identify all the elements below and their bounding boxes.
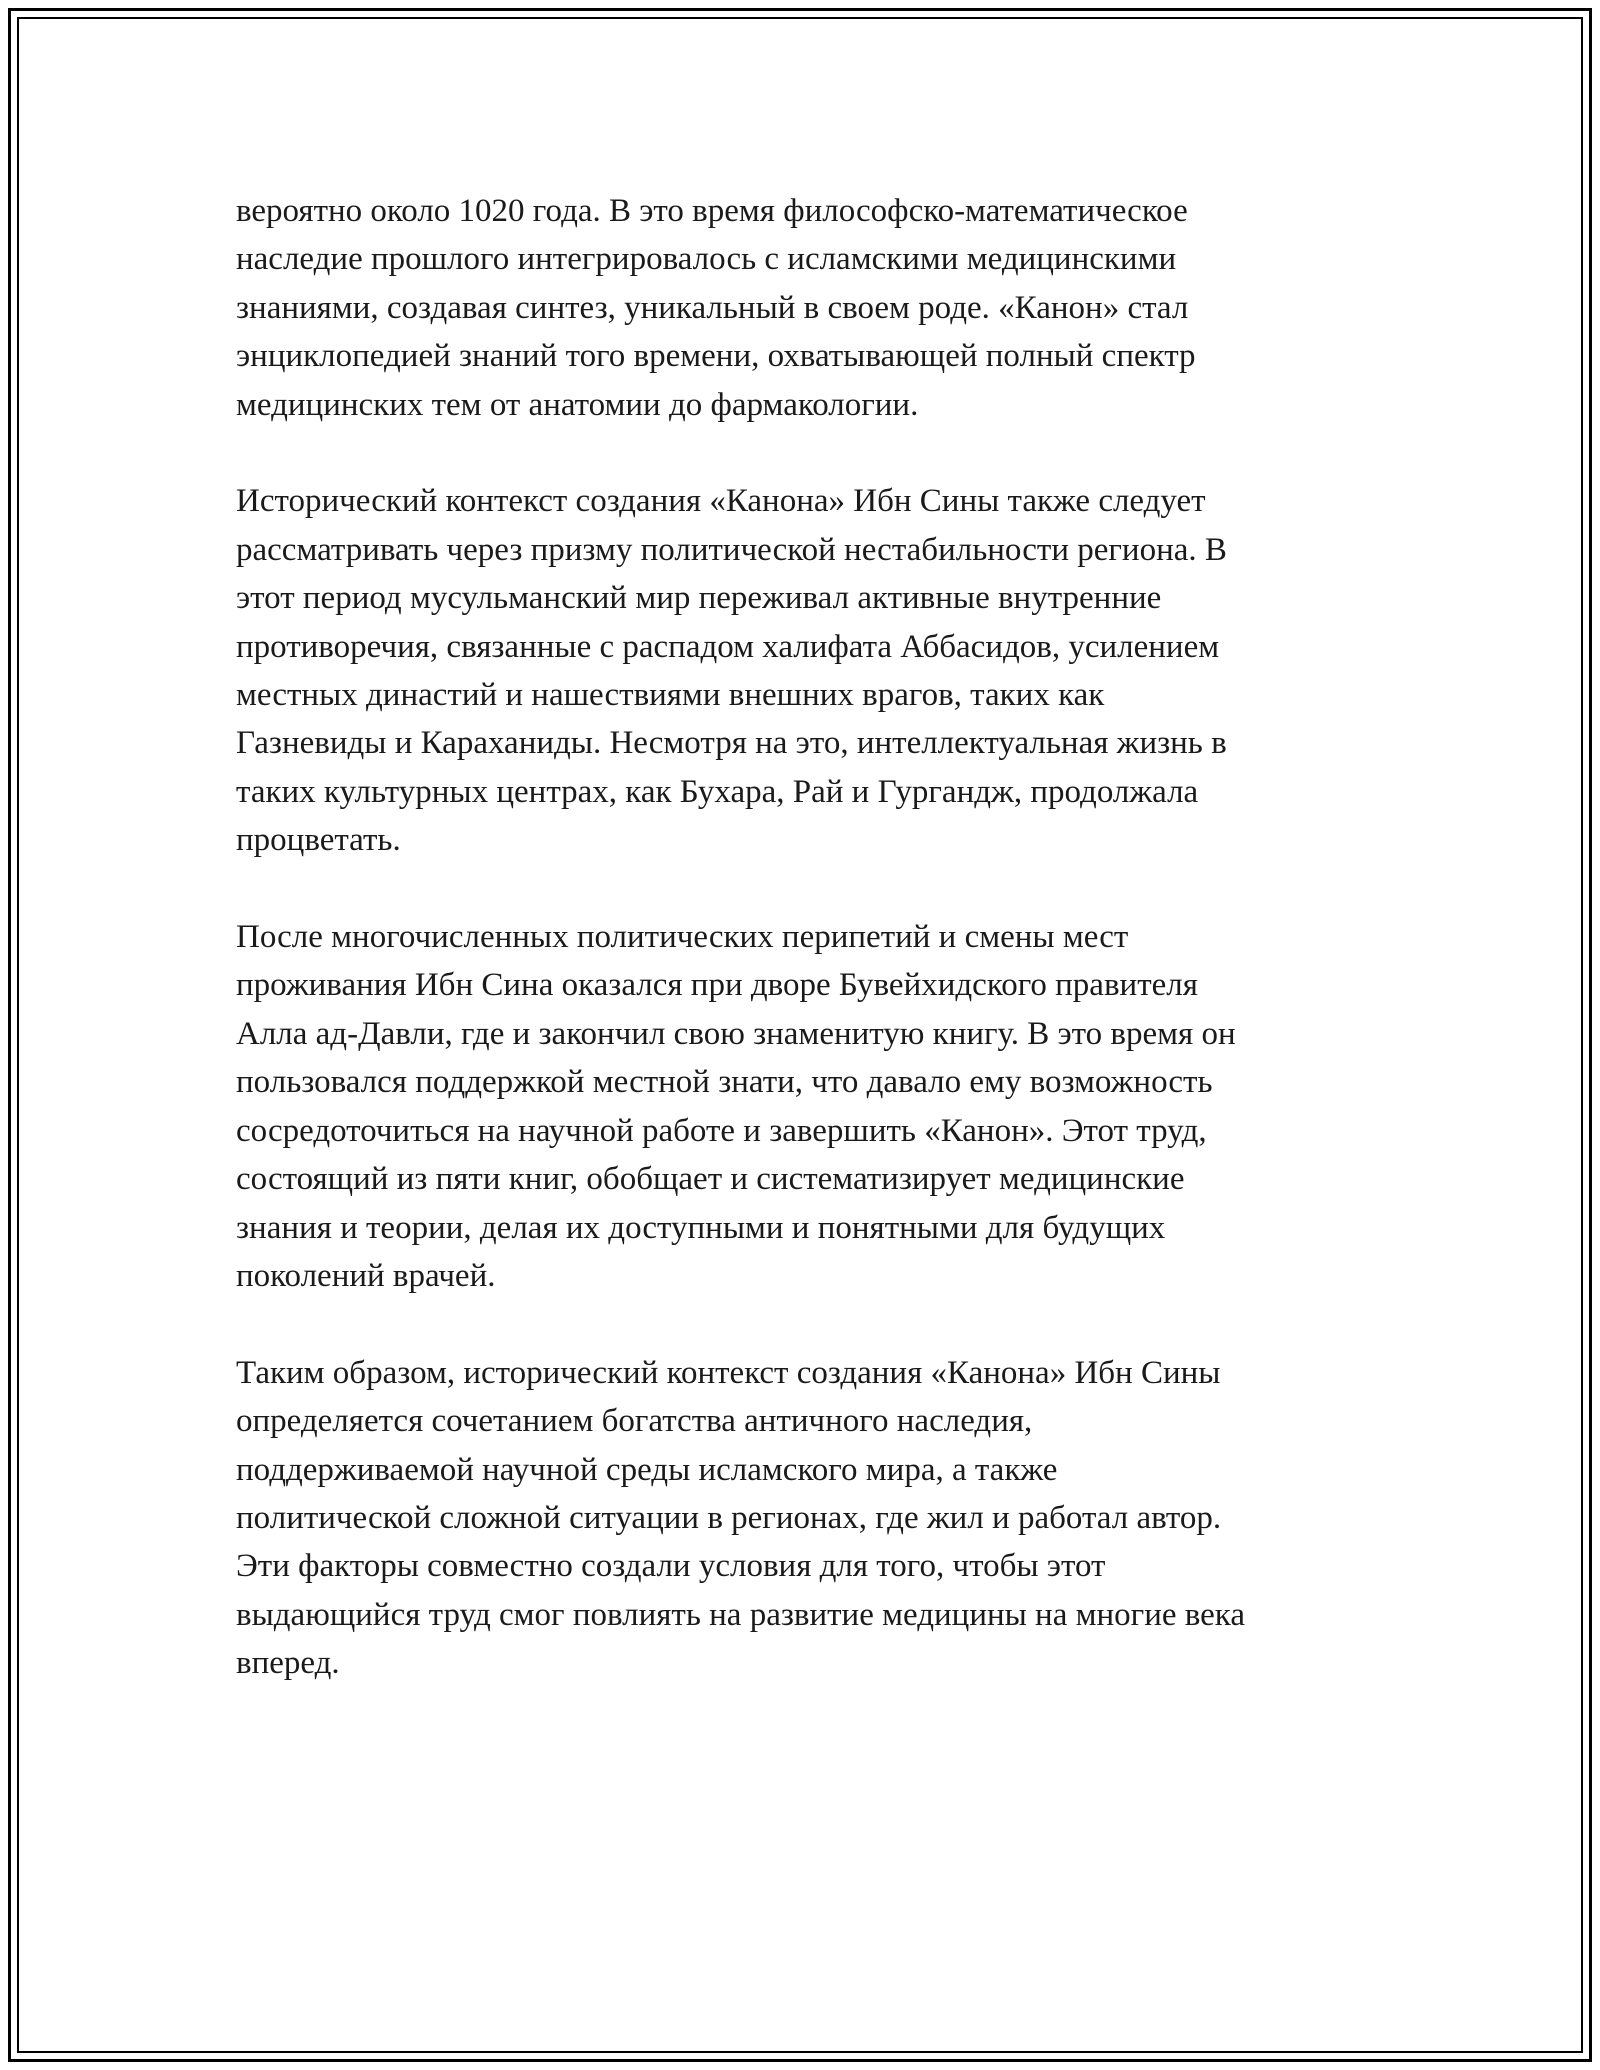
- paragraph-3: [236, 913, 1376, 1300]
- text-line: этот период мусульманский мир переживал активные внутренние: [236, 580, 1162, 617]
- text-line: После многочисленных политических перипетий и смены мест: [236, 919, 1129, 956]
- text-line: знания и теории, делая их доступными и понятными для будущих: [236, 1209, 1166, 1246]
- text-line: проживания Ибн Сина оказался при дворе Бувейхидского правителя: [236, 967, 1198, 1004]
- text-line: таких культурных центрах, как Бухара, Рай и Гургандж, продолжала: [236, 773, 1199, 810]
- text-line: Газневиды и Караханиды. Несмотря на это, интеллектуальная жизнь в: [236, 725, 1227, 762]
- document-body: [236, 187, 1376, 1736]
- text-line: сосредоточиться на научной работе и завершить «Канон». Этот труд,: [236, 1112, 1207, 1149]
- text-line: местных династий и нашествиями внешних врагов, таких как: [236, 677, 1105, 714]
- text-line: определяется сочетанием богатства античного наследия,: [236, 1403, 1033, 1440]
- text-line: процветать.: [236, 822, 401, 859]
- text-line: рассматривать через призму политической нестабильности региона. В: [236, 531, 1227, 568]
- text-line: Исторический контекст создания «Канона» Ибн Сины также следует: [236, 483, 1206, 520]
- text-line: противоречия, связанные с распадом халифата Аббасидов, усилением: [236, 628, 1220, 665]
- paragraph-1: [236, 187, 1376, 429]
- text-line: пользовался поддержкой местной знати, что давало ему возможность: [236, 1064, 1213, 1101]
- paragraph-4: [236, 1349, 1376, 1688]
- text-line: поколений врачей.: [236, 1257, 496, 1294]
- text-line: наследие прошлого интегрировалось с исламскими медицинскими: [236, 241, 1177, 278]
- text-line: поддерживаемой научной среды исламского мира, а также: [236, 1451, 1058, 1488]
- paragraph-2: [236, 477, 1376, 864]
- text-line: вероятно около 1020 года. В это время философско-математическое: [236, 193, 1188, 229]
- text-line: энциклопедией знаний того времени, охватывающей полный спектр: [236, 338, 1196, 375]
- text-line: Эти факторы совместно создали условия для того, чтобы этот: [236, 1548, 1106, 1585]
- text-line: Таким образом, исторический контекст создания «Канона» Ибн Сины: [236, 1354, 1221, 1391]
- text-line: политической сложной ситуации в регионах, где жил и работал автор.: [236, 1499, 1222, 1536]
- text-line: Алла ад-Давли, где и закончил свою знаменитую книгу. В это время он: [236, 1015, 1236, 1052]
- text-line: медицинских тем от анатомии до фармакологии.: [236, 386, 919, 423]
- text-line: знаниями, создавая синтез, уникальный в своем роде. «Канон» стал: [236, 289, 1189, 326]
- text-line: выдающийся труд смог повлиять на развитие медицины на многие века: [236, 1596, 1245, 1633]
- text-line: состоящий из пяти книг, обобщает и систематизирует медицинские: [236, 1161, 1185, 1198]
- text-line: вперед.: [236, 1645, 340, 1682]
